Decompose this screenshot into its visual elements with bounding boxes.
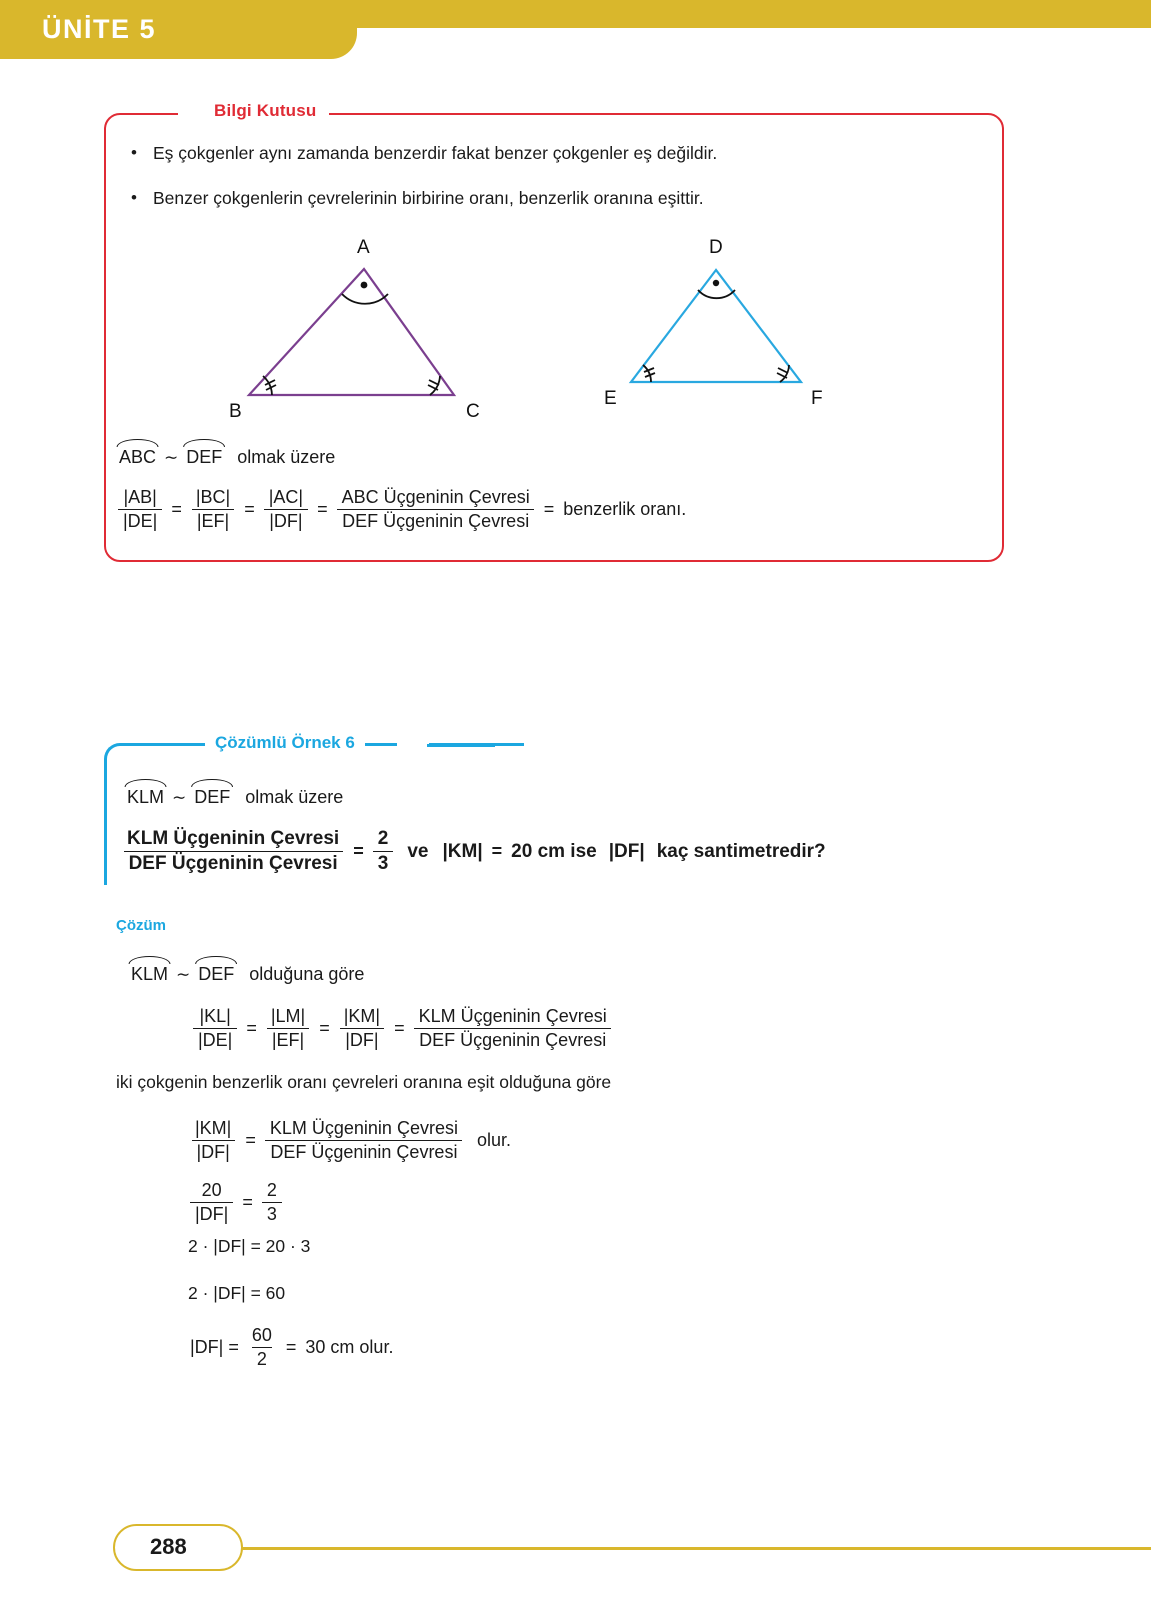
- triangle-def-symbol: DEF: [198, 964, 235, 984]
- fraction-denominator: |DF|: [340, 1028, 383, 1051]
- equals-sign: =: [246, 1018, 257, 1038]
- equals-sign: =: [242, 1192, 253, 1212]
- similar-symbol: ∼: [172, 787, 187, 807]
- ratio-result-text: benzerlik oranı.: [563, 499, 687, 519]
- triangle-abc-figure: [224, 227, 514, 427]
- fraction-km-df: [190, 1118, 236, 1163]
- triangle-abc-symbol: ABC: [119, 447, 157, 467]
- fraction-denominator: DEF Üçgeninin Çevresi: [414, 1028, 611, 1051]
- equals-sign: =: [491, 841, 503, 861]
- vertex-label-d: D: [709, 237, 723, 258]
- fraction-numerator: 20: [201, 1180, 222, 1200]
- fraction-denominator: DEF Üçgeninin Çevresi: [265, 1140, 462, 1163]
- statement-tail: olduğuna göre: [249, 964, 365, 984]
- fraction-numerator: |KL|: [199, 1006, 231, 1026]
- step-tail: olur.: [476, 1130, 511, 1150]
- vertex-label-c: C: [466, 401, 480, 422]
- fraction-bc-ef: [191, 487, 235, 532]
- step5-tail: 30 cm olur.: [305, 1337, 394, 1357]
- equals-sign: =: [285, 1337, 297, 1357]
- step5-lead: |DF| =: [190, 1337, 239, 1357]
- cozumlu-ornek-title: Çözümlü Örnek 6: [205, 733, 365, 753]
- list-item: [131, 143, 971, 164]
- example-title-line-gap: [397, 742, 429, 750]
- cozum-label: Çözüm: [116, 917, 166, 934]
- segment-km: |KM|: [442, 840, 483, 862]
- fraction-numerator: 60: [251, 1325, 272, 1345]
- bullet-text: Benzer çokgenlerin çevrelerinin birbirine oranı, benzerlik oranına eşittir.: [153, 188, 704, 208]
- fraction-numerator: KLM Üçgeninin Çevresi: [127, 828, 340, 849]
- question-text-tail: kaç santimetredir?: [656, 840, 826, 862]
- triangle-def-symbol: DEF: [194, 787, 231, 807]
- triangle-def-figure: [596, 227, 846, 427]
- fraction-numerator: 2: [377, 828, 389, 849]
- solution-step-3: 2 · |DF| = 20 · 3: [188, 1236, 311, 1256]
- fraction-numerator: |AB|: [123, 487, 157, 507]
- fraction-numerator: |AC|: [268, 487, 304, 507]
- fraction-lm-ef: [266, 1006, 310, 1051]
- triangle-klm-symbol: KLM: [131, 964, 169, 984]
- fraction-perimeter-ratio: [337, 487, 535, 532]
- example-question: [122, 828, 826, 875]
- fraction-denominator: DEF Üçgeninin Çevresi: [337, 509, 534, 532]
- question-text-ve: ve: [407, 840, 429, 862]
- equals-sign: =: [353, 841, 364, 861]
- fraction-numerator: KLM Üçgeninin Çevresi: [418, 1006, 607, 1026]
- vertex-label-e: E: [604, 388, 617, 409]
- list-item: [131, 188, 971, 209]
- fraction-two-thirds: [262, 1180, 282, 1225]
- solution-statement: [130, 964, 364, 985]
- bullet-icon: •: [131, 143, 137, 162]
- statement-tail: olmak üzere: [237, 447, 336, 467]
- equals-sign: =: [394, 1018, 405, 1038]
- equals-sign: =: [171, 499, 182, 519]
- equals-sign: =: [543, 499, 555, 519]
- fraction-kl-de: [193, 1006, 237, 1051]
- similar-symbol: ∼: [176, 964, 191, 984]
- vertex-label-a: A: [357, 237, 370, 258]
- fraction-20-df: [190, 1180, 233, 1225]
- fraction-ac-df: [264, 487, 308, 532]
- solution-step-4: 2 · |DF| = 60: [188, 1283, 286, 1303]
- fraction-numerator: ABC Üçgeninin Çevresi: [341, 487, 530, 507]
- equals-sign: =: [245, 1130, 256, 1150]
- equals-sign: =: [319, 1018, 330, 1038]
- solution-note: iki çokgenin benzerlik oranı çevreleri oranına eşit olduğuna göre: [116, 1072, 612, 1092]
- vertex-label-f: F: [811, 388, 823, 409]
- triangle-abc-svg: [224, 227, 514, 422]
- example-similarity-statement: [126, 787, 343, 808]
- solution-ratio-chain: [193, 1006, 612, 1051]
- bullet-icon: •: [131, 188, 137, 207]
- fraction-denominator: 3: [373, 851, 394, 875]
- fraction-numerator: |LM|: [270, 1006, 306, 1026]
- fraction-klm-def-perimeter: [414, 1006, 612, 1051]
- fraction-denominator: |DF|: [264, 509, 307, 532]
- similar-symbol: ∼: [164, 447, 179, 467]
- triangle-def-svg: [596, 227, 846, 422]
- fraction-denominator: |DF|: [192, 1140, 235, 1163]
- fraction-denominator: |EF|: [267, 1028, 309, 1051]
- fraction-denominator: |DF|: [190, 1202, 233, 1225]
- page-number: 288: [150, 1534, 187, 1559]
- solution-step-5: [190, 1325, 393, 1370]
- fraction-numerator: |KM|: [343, 1006, 381, 1026]
- title-line-gap: [178, 112, 204, 118]
- footer-rule: [236, 1547, 1151, 1550]
- triangle-klm-symbol: KLM: [127, 787, 165, 807]
- fraction-numerator: 2: [266, 1180, 277, 1200]
- fraction-60-2: [247, 1325, 277, 1370]
- bilgi-kutusu-title: Bilgi Kutusu: [202, 101, 329, 121]
- bullet-text: Eş çokgenler aynı zamanda benzerdir fakat benzer çokgenler eş değildir.: [153, 143, 718, 163]
- solution-step-1: [190, 1118, 511, 1163]
- equals-sign: =: [317, 499, 328, 519]
- triangle-def-symbol: DEF: [186, 447, 223, 467]
- fraction-two-thirds: [373, 828, 394, 875]
- fraction-denominator: |DE|: [193, 1028, 237, 1051]
- fraction-denominator: |DE|: [118, 509, 162, 532]
- example-title-line-tail: [427, 744, 495, 747]
- fraction-denominator: DEF Üçgeninin Çevresi: [124, 851, 343, 875]
- vertex-label-b: B: [229, 401, 242, 422]
- fraction-klm-def-perimeter: [265, 1118, 463, 1163]
- equals-sign: =: [244, 499, 255, 519]
- unit-label: ÜNİTE 5: [42, 14, 157, 44]
- statement-tail: olmak üzere: [245, 787, 344, 807]
- fraction-numerator: |BC|: [195, 487, 231, 507]
- bilgi-kutusu-box: [104, 101, 1004, 562]
- ratio-chain: [118, 487, 686, 532]
- fraction-denominator: 2: [252, 1347, 272, 1370]
- fraction-denominator: |EF|: [192, 509, 234, 532]
- fraction-denominator: 3: [262, 1202, 282, 1225]
- question-text-value: 20 cm ise: [511, 840, 597, 862]
- fraction-numerator: KLM Üçgeninin Çevresi: [269, 1118, 458, 1138]
- similarity-statement: [118, 447, 335, 468]
- fraction-numerator: |KM|: [195, 1118, 232, 1138]
- segment-df: |DF|: [608, 840, 645, 862]
- fraction-km-df: [339, 1006, 385, 1051]
- fraction-klm-def-perimeter: [122, 828, 344, 875]
- fraction-ab-de: [118, 487, 162, 532]
- solution-step-2: [190, 1180, 282, 1225]
